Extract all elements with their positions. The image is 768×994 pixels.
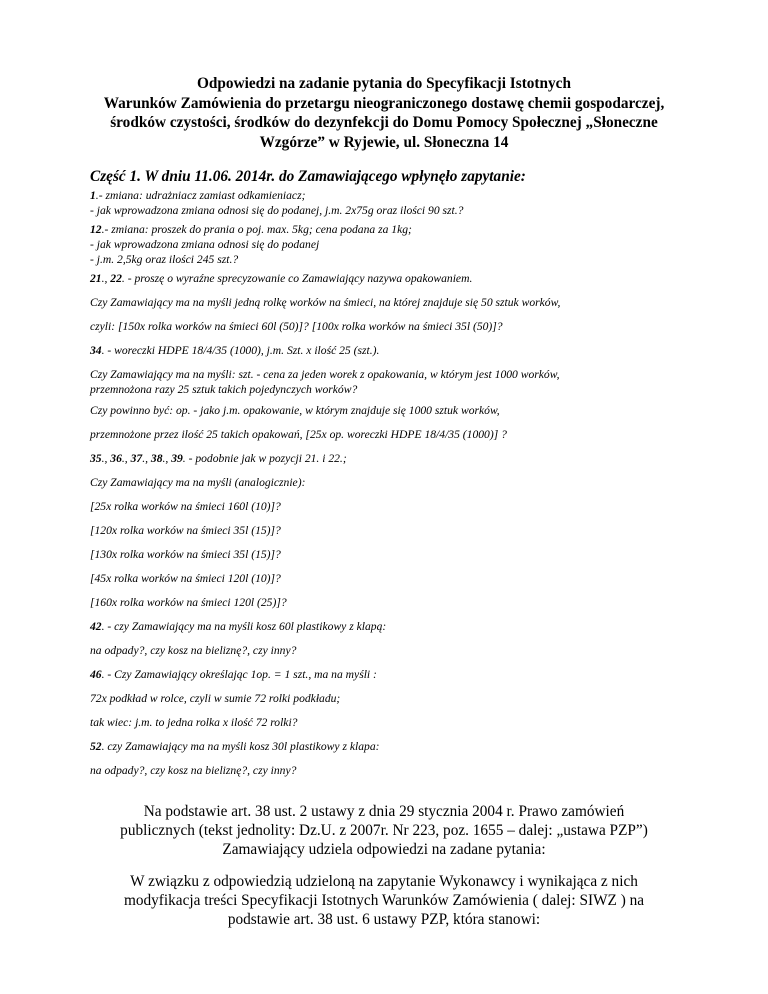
question-text: .- zmiana: proszek do prania o poj. max. 5kg; cena podana za 1kg;	[101, 223, 412, 236]
question-number: 39	[171, 452, 183, 465]
question-number: 21	[90, 272, 102, 285]
list-item: [120x rolka worków na śmieci 35l (15)]?	[90, 524, 281, 537]
question-34-line	[90, 344, 379, 358]
question-number: 35	[90, 452, 102, 465]
question-number: 34	[90, 344, 102, 357]
question-21-22-detail: czyli: [150x rolka worków na śmieci 60l (50)]? [100x rolka worków na śmieci 35l (50)]?	[90, 320, 503, 333]
title-line: Warunków Zamówienia do przetargu nieograniczonego dostawę chemii gospodarczej,	[103, 94, 665, 112]
question-separator: .,	[101, 452, 111, 465]
question-number: 12	[90, 223, 102, 236]
question-21-22-line	[90, 272, 472, 286]
question-number: 37	[130, 452, 143, 465]
paragraph-line: Na podstawie art. 38 ust. 2 ustawy z dnia 29 stycznia 2004 r. Prawo zamówień	[143, 803, 625, 820]
title-line: środków czystości, środków do dezynfekcji do Domu Pomocy Społecznej „Słoneczne	[110, 114, 658, 132]
question-12-detail: - j.m. 2,5kg oraz ilości 245 szt.?	[90, 253, 239, 266]
question-42-line	[90, 620, 386, 634]
question-46-detail: tak wiec: j.m. to jedna rolka x ilość 72 rolki?	[90, 716, 298, 729]
question-text: . - woreczki HDPE 18/4/35 (1000), j.m. Szt. x ilość 25 (szt.).	[101, 344, 380, 357]
title-line: Odpowiedzi na zadanie pytania do Specyfikacji Istotnych	[197, 75, 571, 92]
question-46-line	[90, 668, 377, 682]
question-34-detail: Czy powinno być: op. - jako j.m. opakowanie, w którym znajduje się 1000 sztuk worków,	[90, 404, 500, 417]
paragraph-line: Zamawiający udziela odpowiedzi na zadane pytania:	[222, 841, 546, 858]
question-number: 22	[110, 272, 122, 285]
question-34-detail: przemnożone przez ilość 25 takich opakowań, [25x op. woreczki HDPE 18/4/35 (1000)] ?	[90, 428, 507, 441]
question-number: 52	[90, 740, 102, 753]
question-text: . - czy Zamawiający ma na myśli kosz 60l plastikowy z klapą:	[101, 620, 387, 633]
question-number: 42	[90, 620, 102, 633]
question-text: . - proszę o wyraźne sprecyzowanie co Zamawiający nazywa opakowaniem.	[121, 272, 473, 285]
question-35-39-detail: Czy Zamawiający ma na myśli (analogicznie):	[90, 476, 306, 489]
list-item: [160x rolka worków na śmieci 120l (25)]?	[90, 596, 287, 609]
document-title	[60, 74, 708, 152]
title-line: Wzgórze” w Ryjewie, ul. Słoneczna 14	[259, 133, 509, 151]
question-text: . - podobnie jak w pozycji 21. i 22.;	[182, 452, 347, 465]
paragraph-line: modyfikacja treści Specyfikacji Istotnych Warunków Zamówienia ( dalej: SIWZ ) na	[123, 892, 645, 909]
question-separator: .,	[142, 452, 151, 465]
question-separator: .,	[162, 452, 172, 465]
question-12-detail: - jak wprowadzona zmiana odnosi się do podanej	[90, 238, 320, 251]
question-34-detail: Czy Zamawiający ma na myśli: szt. - cena za jeden worek z opakowania, w którym jest 1000 worków,	[90, 368, 560, 381]
question-separator: .,	[101, 272, 111, 285]
list-item: [45x rolka worków na śmieci 120l (10)]?	[90, 572, 281, 585]
question-34-detail: przemnożona razy 25 sztuk takich pojedynczych worków?	[90, 383, 358, 396]
question-1-line	[90, 189, 305, 203]
question-52-detail: na odpady?, czy kosz na bieliznę?, czy inny?	[90, 764, 297, 777]
question-52-line	[90, 740, 380, 754]
question-35-39-line	[90, 452, 347, 466]
question-number: 38	[150, 452, 163, 465]
question-46-detail: 72x podkład w rolce, czyli w sumie 72 rolki podkładu;	[90, 692, 341, 705]
question-12-line	[90, 223, 412, 237]
legal-basis-paragraph	[60, 802, 708, 859]
question-42-detail: na odpady?, czy kosz na bieliznę?, czy inny?	[90, 644, 297, 657]
section-heading: Część 1. W dniu 11.06. 2014r. do Zamawiającego wpłynęło zapytanie:	[90, 168, 526, 185]
paragraph-line: W związku z odpowiedzią udzieloną na zapytanie Wykonawcy i wynikająca z nich	[130, 873, 638, 890]
list-item: [25x rolka worków na śmieci 160l (10)]?	[90, 500, 281, 513]
list-item: [130x rolka worków na śmieci 35l (15)]?	[90, 548, 281, 561]
question-text: . - Czy Zamawiający określając 1op. = 1 szt., ma na myśli :	[101, 668, 377, 681]
paragraph-line: podstawie art. 38 ust. 6 ustawy PZP, która stanowi:	[227, 911, 541, 928]
question-number: 46	[90, 668, 102, 681]
modification-paragraph	[60, 872, 708, 929]
question-1-detail: - jak wprowadzona zmiana odnosi się do podanej, j.m. 2x75g oraz ilości 90 szt.?	[90, 204, 464, 217]
question-text: . czy Zamawiający ma na myśli kosz 30l plastikowy z klapa:	[101, 740, 380, 753]
question-separator: .,	[121, 452, 128, 465]
question-number: 36	[110, 452, 122, 465]
question-text: .- zmiana: udrażniacz zamiast odkamieniacz;	[95, 189, 306, 202]
question-number: 1	[90, 189, 96, 202]
paragraph-line: publicznych (tekst jednolity: Dz.U. z 2007r. Nr 223, poz. 1655 – dalej: „ustawa PZP”)	[120, 822, 648, 839]
question-21-22-detail: Czy Zamawiający ma na myśli jedną rolkę worków na śmieci, na której znajduje się 50 sztuk worków,	[90, 296, 561, 309]
